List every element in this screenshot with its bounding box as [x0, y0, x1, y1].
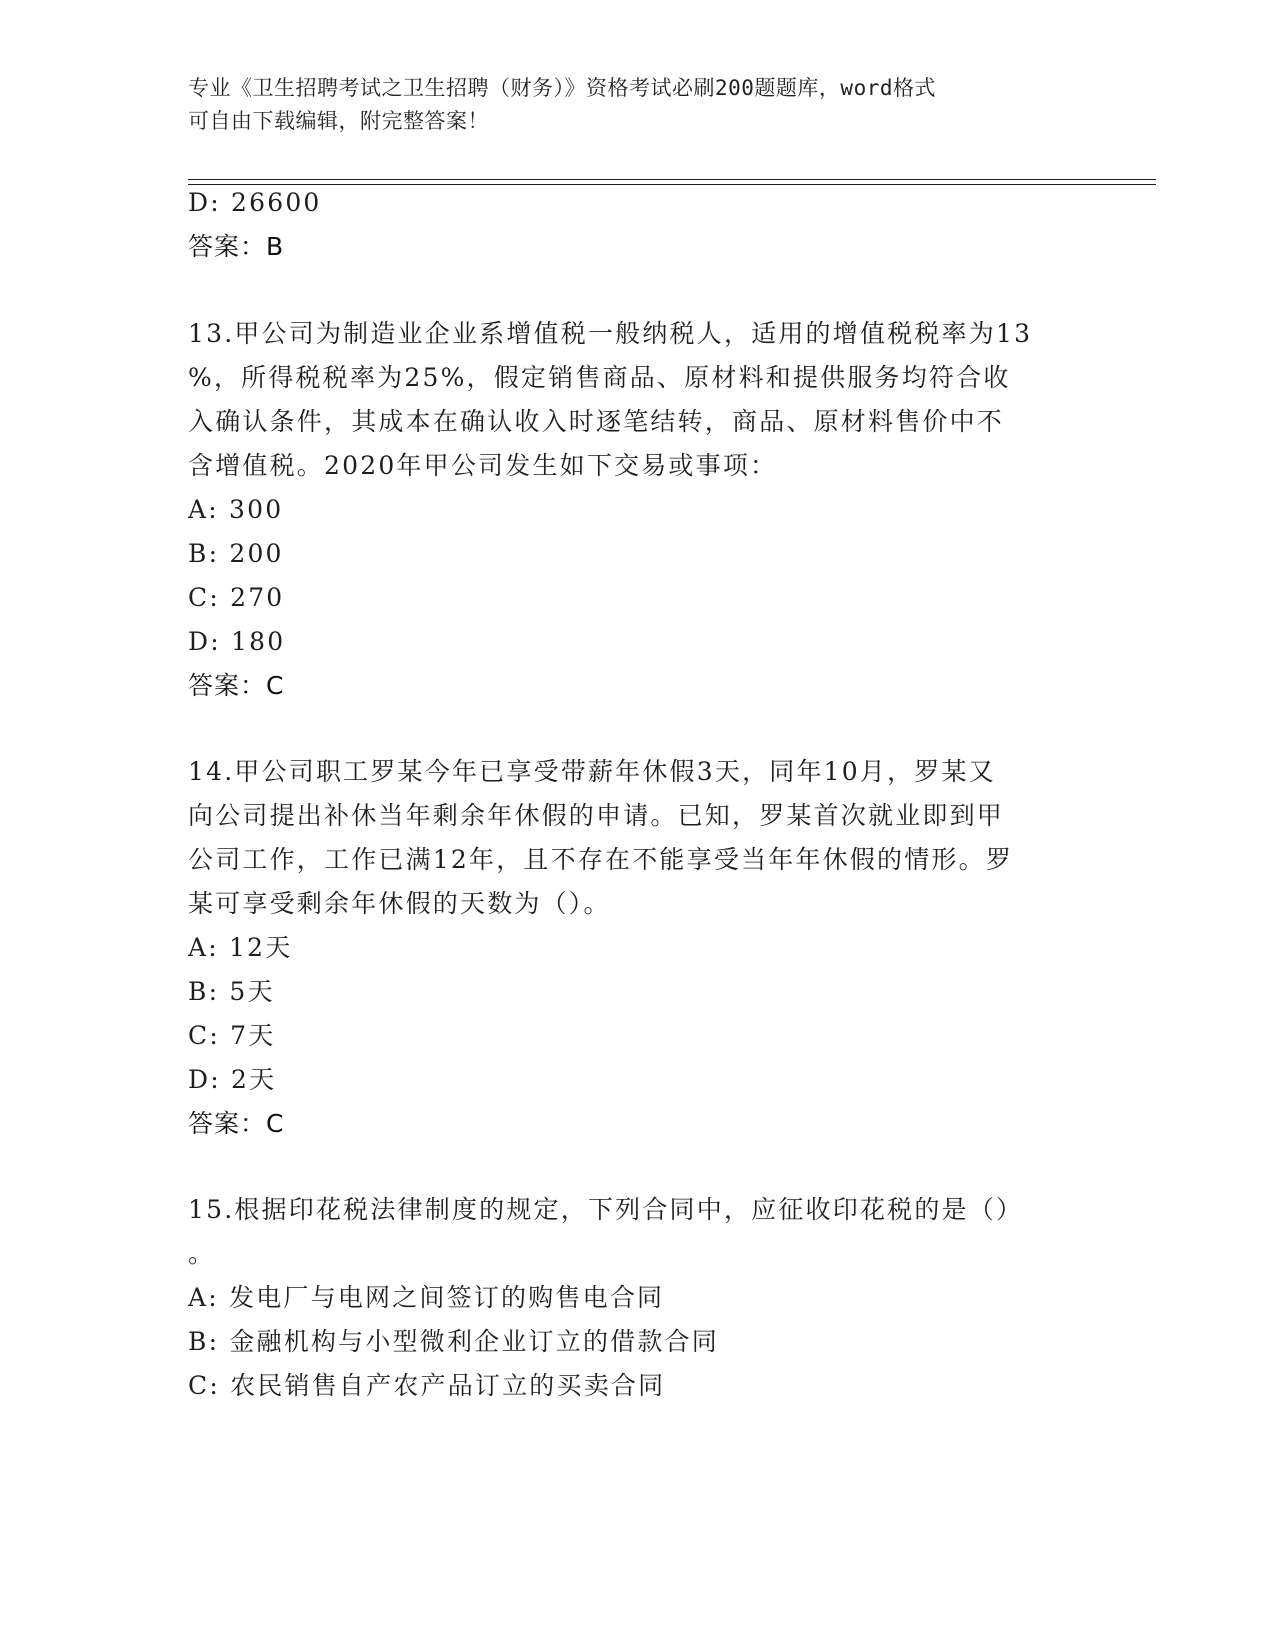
q15-option-c: C: 农民销售自产农产品订立的买卖合同	[188, 1371, 666, 1400]
q14-stem-line-1: 14.甲公司职工罗某今年已享受带薪年休假3天，同年10月，罗某又	[188, 757, 996, 786]
q15-option-b: B: 金融机构与小型微利企业订立的借款合同	[188, 1327, 719, 1356]
q14-stem-line-3: 公司工作，工作已满12年，且不存在不能享受当年年休假的情形。罗	[188, 845, 1014, 874]
q13-stem-line-3: 入确认条件，其成本在确认收入时逐笔结转，商品、原材料售价中不	[188, 407, 1005, 436]
q13-stem-line-2: %，所得税税率为25%，假定销售商品、原材料和提供服务均符合收	[188, 363, 1011, 392]
page-header	[188, 72, 1068, 138]
q13-answer: 答案：C	[188, 671, 285, 700]
q14-option-c: C: 7天	[188, 1021, 276, 1050]
header-divider-bottom	[188, 184, 1156, 185]
header-divider-top	[188, 179, 1156, 180]
q15-option-a: A: 发电厂与电网之间签订的购售电合同	[188, 1283, 665, 1312]
header-line-1: 专业《卫生招聘考试之卫生招聘（财务）》资格考试必刷200题题库，word格式	[188, 76, 936, 100]
q12-answer: 答案：B	[188, 232, 285, 261]
q15-stem-line-1: 15.根据印花税法律制度的规定，下列合同中，应征收印花税的是（）	[188, 1195, 1024, 1224]
q12-option-d: D: 26600	[188, 188, 322, 217]
q15-stem-line-2: 。	[188, 1239, 216, 1268]
q14-answer: 答案：C	[188, 1109, 285, 1138]
q13-stem-line-1: 13.甲公司为制造业企业系增值税一般纳税人，适用的增值税税率为13	[188, 319, 1033, 348]
q14-option-a: A: 12天	[188, 933, 293, 962]
q14-option-b: B: 5天	[188, 977, 275, 1006]
q13-option-b: B: 200	[188, 539, 284, 568]
q13-option-d: D: 180	[188, 627, 286, 656]
q13-option-c: C: 270	[188, 583, 285, 612]
q14-stem-line-4: 某可享受剩余年休假的天数为（）。	[188, 889, 611, 918]
q14-option-d: D: 2天	[188, 1065, 277, 1094]
header-line-2: 可自由下载编辑，附完整答案！	[188, 109, 489, 133]
q13-stem-line-4: 含增值税。2020年甲公司发生如下交易或事项：	[188, 451, 778, 480]
q14-stem-line-2: 向公司提出补休当年剩余年休假的申请。已知，罗某首次就业即到甲	[188, 801, 1005, 830]
q13-option-a: A: 300	[188, 495, 284, 524]
